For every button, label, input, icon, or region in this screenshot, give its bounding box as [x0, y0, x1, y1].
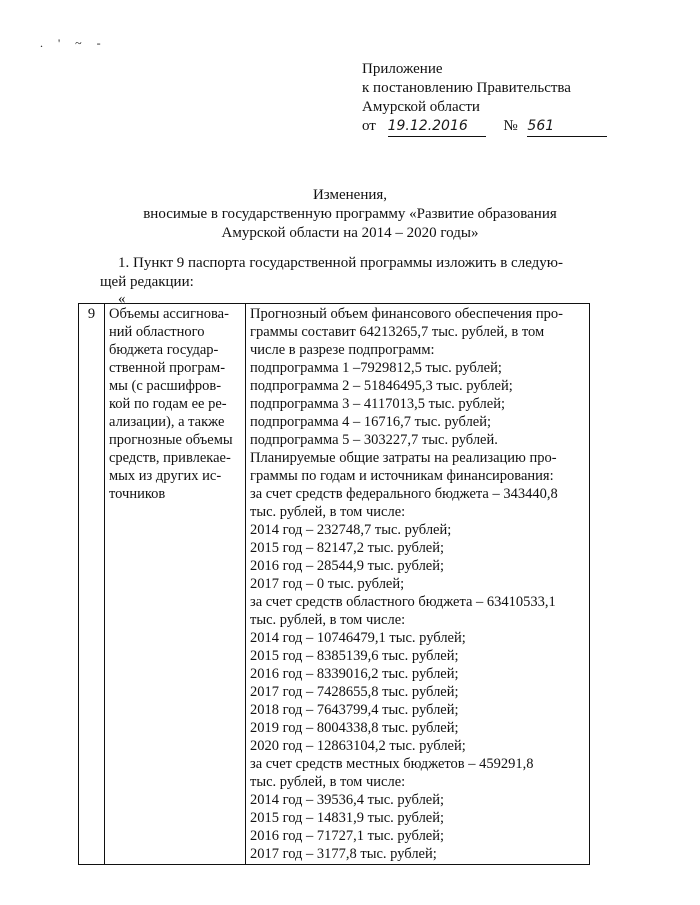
- paragraph-line-1: 1. Пункт 9 паспорта государственной программы изложить в следую-: [118, 255, 563, 271]
- row-content-line: 2018 год – 7643799,4 тыс. рублей;: [250, 702, 459, 718]
- row-content-line: 2015 год – 14831,9 тыс. рублей;: [250, 810, 445, 826]
- row-content-line: подпрограмма 2 – 51846495,3 тыс. рублей;: [250, 378, 513, 394]
- row-content-line: 2020 год – 12863104,2 тыс. рублей;: [250, 738, 466, 754]
- row-content-line: 2015 год – 8385139,6 тыс. рублей;: [250, 648, 459, 664]
- row-title-line: мых из других ис-: [109, 468, 222, 484]
- row-number-cell: 9: [79, 304, 105, 865]
- number-label: №: [503, 118, 518, 134]
- row-content-line: тыс. рублей, в том числе:: [250, 774, 406, 790]
- title-line-2: вносимые в государственную программу «Развитие образования: [143, 206, 557, 222]
- appendix-line-2: к постановлению Правительства: [362, 80, 571, 96]
- row-title-line: бюджета государ-: [109, 342, 219, 358]
- row-content-line: 2014 год – 39536,4 тыс. рублей;: [250, 792, 445, 808]
- row-title-line: кой по годам ее ре-: [109, 396, 227, 412]
- row-title-line: ний областного: [109, 324, 205, 340]
- instruction-paragraph: [100, 254, 588, 292]
- row-content-line: граммы по годам и источникам финансирования:: [250, 468, 554, 484]
- row-content-cell: [246, 304, 590, 865]
- row-content-line: 2017 год – 3177,8 тыс. рублей;: [250, 846, 437, 862]
- row-content-line: тыс. рублей, в том числе:: [250, 504, 406, 520]
- passport-table-container: [78, 303, 590, 862]
- row-content-line: 2014 год – 10746479,1 тыс. рублей;: [250, 630, 466, 646]
- row-title-line: мы (с расшифров-: [109, 378, 222, 394]
- row-content-line: 2016 год – 28544,9 тыс. рублей;: [250, 558, 445, 574]
- row-title-line: средств, привлекае-: [109, 450, 231, 466]
- appendix-line-3: Амурской области: [362, 99, 480, 115]
- row-title-line: ственной програм-: [109, 360, 226, 376]
- row-title-line: ализации), а также: [109, 414, 225, 430]
- row-content-line: подпрограмма 1 –7929812,5 тыс. рублей;: [250, 360, 502, 376]
- row-content-line: 2015 год – 82147,2 тыс. рублей;: [250, 540, 445, 556]
- row-content-line: 2017 год – 0 тыс. рублей;: [250, 576, 405, 592]
- appendix-date-line: [362, 117, 607, 137]
- opening-quote: «: [118, 291, 126, 307]
- row-content-line: 2016 год – 8339016,2 тыс. рублей;: [250, 666, 459, 682]
- row-content-line: 2019 год – 8004338,8 тыс. рублей;: [250, 720, 459, 736]
- margin-marks: . ' ~ -: [40, 36, 107, 50]
- row-title-line: Объемы ассигнова-: [109, 306, 229, 322]
- row-content-line: за счет средств местных бюджетов – 459291,8: [250, 756, 534, 772]
- row-title-cell: [105, 304, 246, 865]
- row-title-line: прогнозные объемы: [109, 432, 233, 448]
- row-content-line: подпрограмма 5 – 303227,7 тыс. рублей.: [250, 432, 498, 448]
- row-content-line: 2016 год – 71727,1 тыс. рублей;: [250, 828, 445, 844]
- handwritten-date: 19.12.2016: [388, 117, 486, 137]
- appendix-header: [362, 60, 607, 137]
- row-content-line: Прогнозный объем финансового обеспечения про-: [250, 306, 563, 322]
- paragraph-line-2: щей редакции:: [100, 274, 194, 290]
- appendix-line-1: Приложение: [362, 61, 443, 77]
- document-title: [0, 186, 700, 243]
- table-row: [79, 304, 590, 865]
- row-title-line: точников: [109, 486, 166, 502]
- row-content-line: числе в разрезе подпрограмм:: [250, 342, 435, 358]
- row-content-line: 2017 год – 7428655,8 тыс. рублей;: [250, 684, 459, 700]
- row-content-line: тыс. рублей, в том числе:: [250, 612, 406, 628]
- from-label: от: [362, 118, 376, 134]
- row-content-line: подпрограмма 3 – 4117013,5 тыс. рублей;: [250, 396, 505, 412]
- passport-table: [78, 303, 590, 865]
- row-content-line: Планируемые общие затраты на реализацию про-: [250, 450, 557, 466]
- title-line-1: Изменения,: [312, 187, 388, 203]
- title-line-3: Амурской области на 2014 – 2020 годы»: [221, 225, 479, 241]
- row-content-line: подпрограмма 4 – 16716,7 тыс. рублей;: [250, 414, 492, 430]
- row-content-line: 2014 год – 232748,7 тыс. рублей;: [250, 522, 452, 538]
- row-content-line: за счет средств областного бюджета – 63410533,1: [250, 594, 556, 610]
- handwritten-number: 561: [527, 117, 607, 137]
- row-content-line: граммы составит 64213265,7 тыс. рублей, в том: [250, 324, 545, 340]
- row-content-line: за счет средств федерального бюджета – 343440,8: [250, 486, 558, 502]
